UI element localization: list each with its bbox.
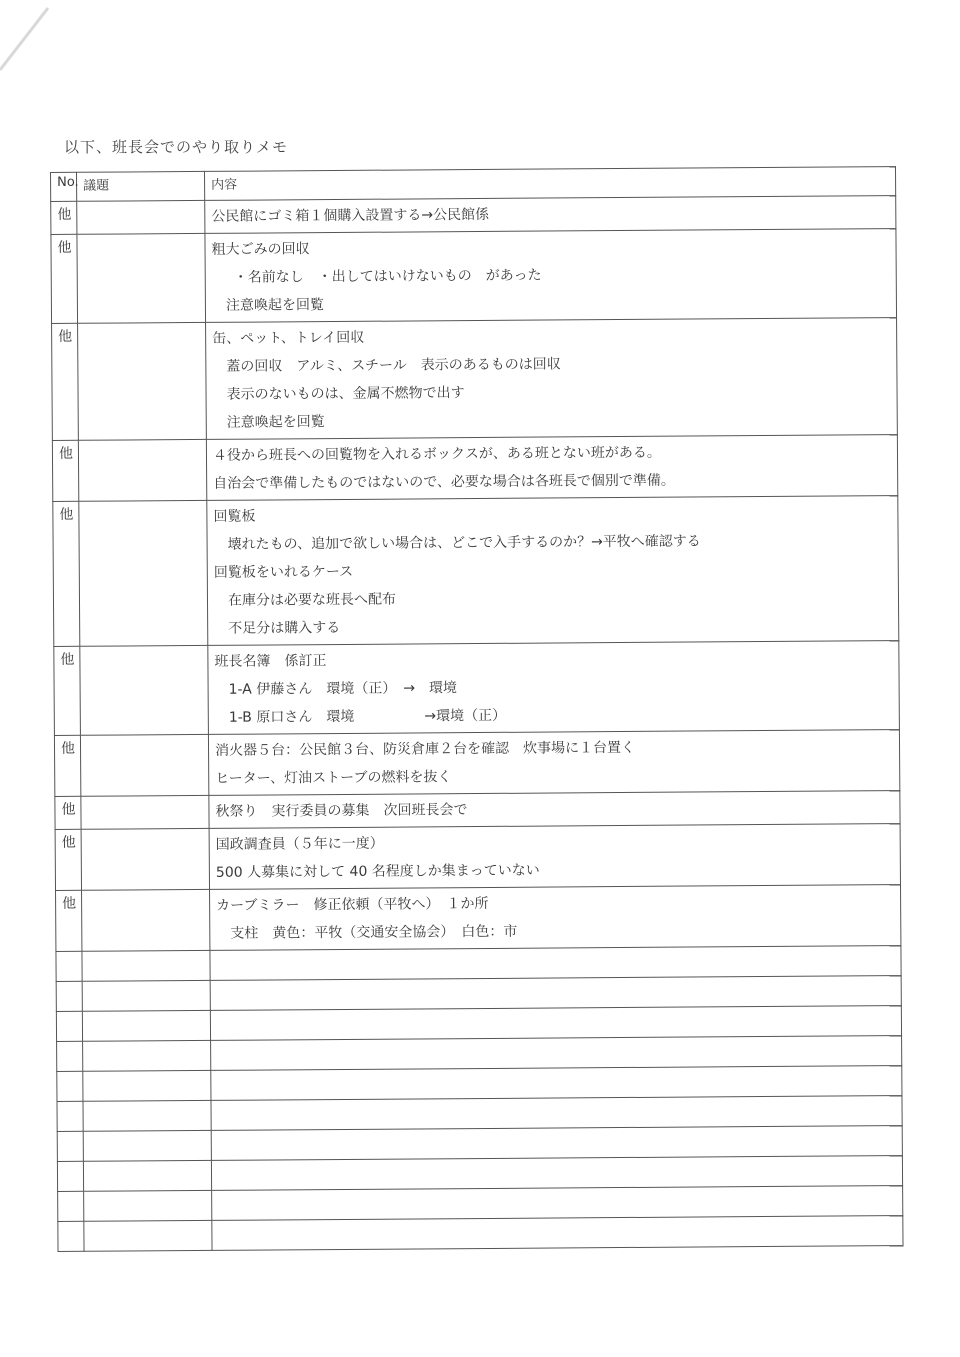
row-no: 他: [52, 440, 78, 501]
row-topic: [77, 233, 206, 323]
row-content: [205, 229, 897, 323]
content-line: 公民館にゴミ箱１個購入設置する→公民館係: [211, 206, 490, 225]
content-line: 表示のないものは、金属不燃物で出す: [226, 385, 465, 403]
row-no: 他: [53, 501, 80, 646]
content-line: 回覧板: [213, 508, 256, 525]
content-line: 不足分は購入する: [228, 619, 341, 637]
row-content: [205, 196, 896, 234]
content-line: 消火器５台：公民館３台、防災倉庫２台を確認 炊事場に１台置く: [214, 739, 636, 759]
empty-cell: [57, 1101, 83, 1131]
memo-table: [50, 166, 904, 1252]
empty-cell: [210, 946, 901, 981]
row-topic: [80, 645, 209, 735]
row-no: 他: [51, 201, 77, 234]
empty-cell: [211, 1066, 902, 1101]
empty-cell: [212, 1216, 903, 1251]
row-topic: [78, 322, 207, 440]
empty-cell: [57, 1071, 83, 1101]
empty-cell: [57, 1131, 83, 1161]
content-line: 1-B 原口さん 環境 →環境（正）: [228, 707, 507, 726]
row-content: [206, 435, 897, 501]
table-row: [51, 229, 897, 324]
content-line: 在庫分は必要な班長へ配布: [227, 591, 397, 609]
row-topic: [78, 439, 206, 501]
empty-cell: [210, 976, 901, 1011]
empty-cell: [58, 1221, 84, 1251]
table-row: [54, 730, 899, 797]
content-line: ・名前なし ・出してはいけないもの があった: [233, 267, 542, 286]
content-line: 国政調査員（５年に一度）: [215, 835, 384, 853]
content-line: 500 人募集に対して 40 名程度しか集まっていない: [215, 862, 540, 881]
empty-cell: [83, 1070, 211, 1101]
empty-cell: [211, 1156, 902, 1191]
empty-cell: [58, 1191, 84, 1221]
content-line: 1-A 伊藤さん 環境（正） → 環境: [228, 680, 458, 698]
table-row: [52, 318, 898, 441]
row-no: 他: [52, 323, 79, 440]
empty-cell: [211, 1096, 902, 1131]
content-line: 注意喚起を回覧: [226, 414, 325, 431]
row-no: 他: [54, 735, 80, 796]
empty-cell: [212, 1186, 903, 1221]
empty-cell: [82, 1010, 210, 1041]
empty-cell: [211, 1126, 902, 1161]
content-line: 壊れたもの、追加で欲しい場合は、どこで入手するのか？→平牧へ確認する: [227, 533, 701, 553]
table-row: [53, 496, 899, 647]
row-topic: [80, 734, 208, 796]
row-content: [206, 318, 898, 440]
empty-cell: [56, 1011, 82, 1041]
empty-cell: [210, 1006, 901, 1041]
empty-cell: [83, 1160, 211, 1191]
content-line: 自治会で準備したものではないので、必要な場合は各班長で個別で準備。: [213, 472, 675, 492]
content-line: 粗大ごみの回収: [211, 241, 310, 258]
row-topic: [79, 500, 208, 646]
table-row: [52, 435, 897, 502]
row-content: [208, 641, 900, 735]
content-line: ヒーター、灯油ストーブの燃料を抜く: [215, 769, 452, 787]
header-content: 内容: [204, 167, 895, 201]
content-line: 班長名簿 係訂正: [214, 653, 327, 670]
empty-cell: [57, 1041, 83, 1071]
row-content: [209, 824, 900, 890]
row-no: 他: [55, 829, 81, 890]
scan-fold-mark: [0, 0, 60, 80]
empty-cell: [84, 1220, 212, 1251]
table-row: [55, 824, 900, 891]
content-line: 注意喚起を回覧: [225, 297, 324, 314]
row-content: [208, 730, 899, 796]
content-line: ４役から班長への回覧物を入れるボックスが、ある班とない班がある。: [212, 444, 661, 464]
empty-cell: [83, 1040, 211, 1071]
content-line: カーブミラー 修正依頼（平牧へ） １か所: [216, 895, 489, 914]
table-row: [56, 885, 901, 952]
row-no: 他: [55, 796, 81, 829]
header-no: No.: [51, 172, 77, 201]
empty-cell: [82, 980, 210, 1011]
row-topic: [81, 795, 209, 829]
empty-cell: [211, 1036, 902, 1071]
row-topic: [81, 828, 209, 890]
row-topic: [77, 200, 205, 234]
row-content: [209, 791, 900, 829]
empty-cell: [56, 981, 82, 1011]
table-row: [54, 641, 900, 736]
empty-cell: [84, 1190, 212, 1221]
header-topic: 議題: [77, 171, 205, 201]
empty-cell: [56, 951, 82, 981]
content-line: 缶、ペット、トレイ回収: [212, 329, 365, 347]
empty-cell: [83, 1130, 211, 1161]
content-line: 支柱 黄色：平牧（交通安全協会） 白色：市: [230, 923, 518, 942]
content-line: 回覧板をいれるケース: [213, 563, 354, 581]
empty-cell: [82, 950, 210, 981]
content-line: 蓋の回収 アルミ、スチール 表示のあるものは回収: [226, 356, 561, 375]
empty-table-row: [58, 1216, 903, 1252]
row-topic: [82, 889, 210, 951]
row-no: 他: [56, 890, 82, 951]
table-body: [51, 196, 903, 1252]
row-content: [207, 496, 899, 646]
row-no: 他: [51, 234, 78, 323]
content-line: 秋祭り 実行委員の募集 次回班長会で: [215, 802, 468, 820]
row-content: [210, 885, 901, 951]
page-title: 以下、班長会でのやり取りメモ: [64, 138, 289, 156]
empty-cell: [83, 1100, 211, 1131]
empty-cell: [57, 1161, 83, 1191]
row-no: 他: [54, 646, 81, 735]
